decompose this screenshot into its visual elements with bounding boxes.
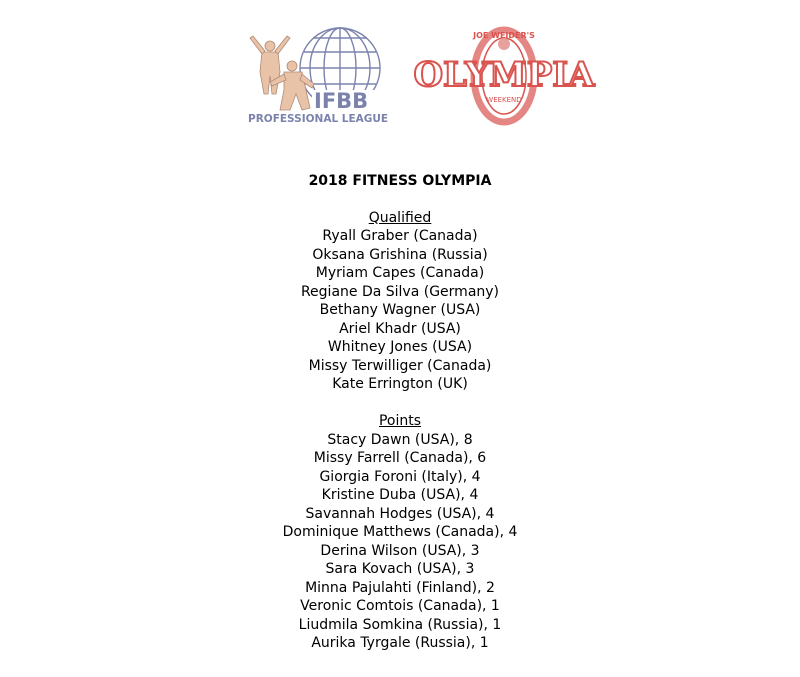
list-item: Giorgia Foroni (Italy), 4 [319, 468, 481, 485]
olympia-bottom-text: WEEKEND [486, 96, 522, 104]
bodybuilder-figures-icon [250, 36, 314, 110]
points-list [0, 431, 800, 653]
list-item: Derina Wilson (USA), 3 [320, 542, 480, 559]
ifbb-logo [240, 24, 396, 128]
list-item: Stacy Dawn (USA), 8 [327, 431, 473, 448]
olympia-logo [412, 26, 596, 126]
qualified-heading: Qualified [368, 209, 432, 226]
list-item: Oksana Grishina (Russia) [312, 246, 488, 263]
document-body [0, 172, 800, 653]
list-item: Liudmila Somkina (Russia), 1 [298, 616, 502, 633]
list-item: Bethany Wagner (USA) [319, 302, 481, 318]
list-item: Missy Farrell (Canada), 6 [313, 450, 487, 466]
list-item: Sara Kovach (USA), 3 [325, 561, 475, 577]
section-spacer [0, 394, 800, 413]
olympia-top-text: JOE WEIDER'S [473, 31, 535, 40]
ifbb-wordmark: IFBB [314, 89, 369, 113]
list-item: Veronic Comtois (Canada), 1 [300, 598, 500, 614]
list-item: Whitney Jones (USA) [327, 339, 473, 355]
list-item: Ryall Graber (Canada) [322, 228, 478, 244]
list-item: Dominique Matthews (Canada), 4 [282, 524, 518, 540]
header-logos [0, 0, 800, 150]
list-item: Missy Terwilliger (Canada) [308, 357, 492, 374]
list-item: Savannah Hodges (USA), 4 [305, 505, 495, 522]
list-item: Kate Errington (UK) [332, 376, 468, 392]
qualified-list [0, 227, 800, 394]
list-item: Aurika Tyrgale (Russia), 1 [311, 635, 489, 651]
page-title: 2018 FITNESS OLYMPIA [308, 173, 492, 189]
list-item: Myriam Capes (Canada) [315, 265, 485, 281]
ifbb-subtitle: PROFESSIONAL LEAGUE [248, 113, 389, 125]
list-item: Kristine Duba (USA), 4 [321, 487, 479, 503]
olympia-wordmark: OLYMPIA [413, 55, 595, 95]
list-item: Minna Pajulahti (Finland), 2 [305, 579, 495, 596]
points-heading: Points [378, 413, 422, 429]
list-item: Regiane Da Silva (Germany) [300, 283, 500, 300]
list-item: Ariel Khadr (USA) [339, 320, 461, 337]
